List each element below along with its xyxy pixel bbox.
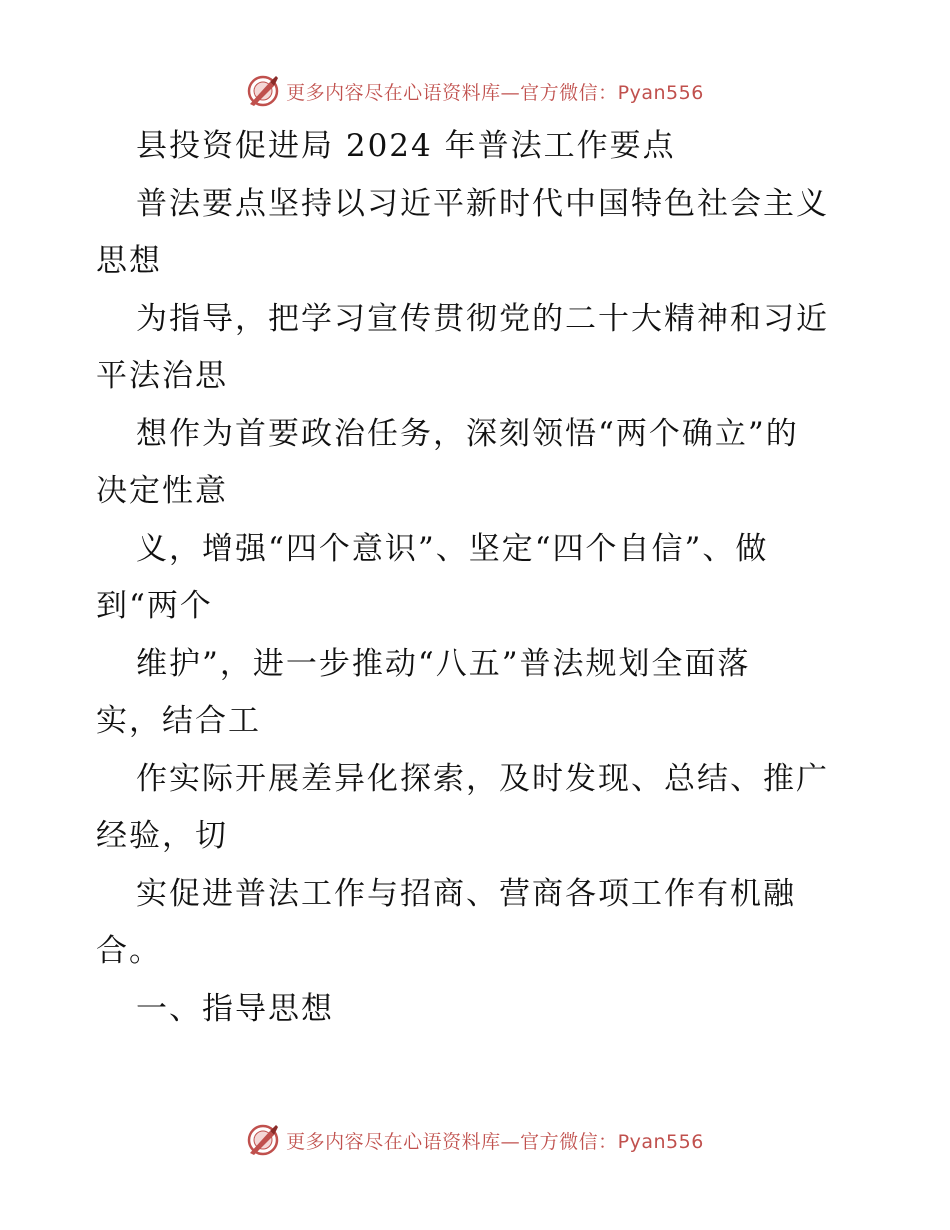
paragraph-line: 维护”，进一步推动“八五”普法规划全面落 xyxy=(136,645,751,682)
paragraph-line: 一、指导思想 xyxy=(136,990,334,1027)
paragraph-line: 作实际开展差异化探索，及时发现、总结、推广 xyxy=(136,760,829,797)
paragraph-line: 实促进普法工作与招商、营商各项工作有机融 xyxy=(136,875,796,912)
paragraph-line: 平法治思 xyxy=(96,358,228,394)
paragraph-line: 为指导，把学习宣传贯彻党的二十大精神和习近 xyxy=(136,300,829,337)
paragraph-line: 普法要点坚持以习近平新时代中国特色社会主义 xyxy=(136,185,829,222)
watermark-footer xyxy=(0,1120,950,1160)
document-title: 县投资促进局 2024 年普法工作要点 xyxy=(136,128,676,164)
document-body xyxy=(96,118,856,1038)
paragraph-line: 合。 xyxy=(96,933,162,969)
paragraph-line: 经验，切 xyxy=(96,818,228,854)
pen-logo-icon xyxy=(246,1123,280,1157)
paragraph-line: 思想 xyxy=(96,243,162,279)
watermark-header xyxy=(0,71,950,111)
watermark-header-text: 更多内容尽在心语资料库—官方微信：Pyan556 xyxy=(286,81,704,104)
paragraph-line: 想作为首要政治任务，深刻领悟“两个确立”的 xyxy=(136,415,799,452)
paragraph-line: 实，结合工 xyxy=(96,703,261,739)
paragraph-line: 义，增强“四个意识”、坚定“四个自信”、做 xyxy=(136,530,769,567)
pen-logo-icon xyxy=(246,74,280,108)
paragraph-line: 决定性意 xyxy=(96,473,228,509)
paragraph-line: 到“两个 xyxy=(96,588,213,624)
watermark-footer-text: 更多内容尽在心语资料库—官方微信：Pyan556 xyxy=(286,1130,704,1153)
